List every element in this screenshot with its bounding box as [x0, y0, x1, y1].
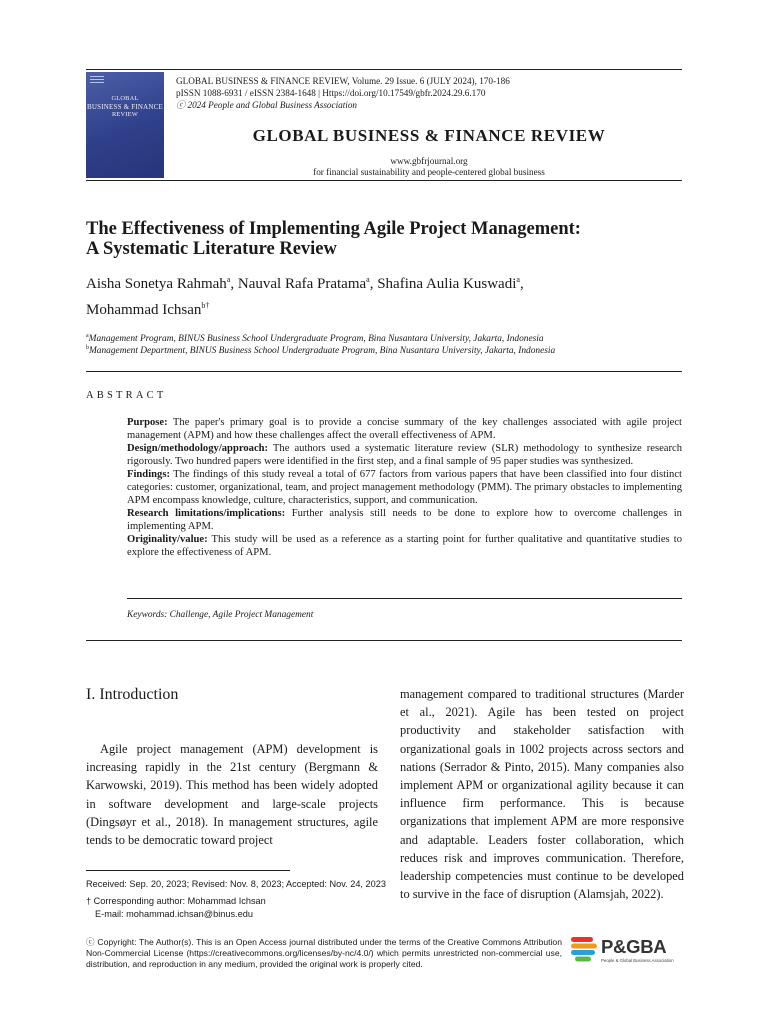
abstract-text: Further analysis still needs to be done to explore how to overcome challenges in implementing APM.	[127, 508, 682, 532]
abstract-label: Purpose:	[127, 417, 168, 428]
keywords-bottom-rule	[86, 640, 682, 641]
footnote-email[interactable]: E-mail: mohammad.ichsan@binus.edu	[95, 909, 253, 919]
cover-line-1: GLOBAL	[111, 95, 139, 102]
cover-line-2: BUSINESS & FINANCE	[87, 103, 163, 111]
paper-title-line-2: A Systematic Literature Review	[86, 239, 337, 259]
abstract-label: Research limitations/implications:	[127, 508, 286, 519]
cover-masthead-mark	[90, 76, 104, 86]
pgba-logo-name: P&GBA	[601, 936, 667, 957]
affiliation-a	[86, 333, 544, 344]
body-column-left	[86, 740, 378, 849]
footnote-corresponding: † Corresponding author: Mohammad Ichsan	[86, 896, 266, 906]
abstract-top-rule	[86, 371, 682, 372]
paper-title	[86, 219, 686, 259]
keywords: Keywords: Challenge, Agile Project Management	[127, 610, 314, 620]
body-paragraph: management compared to traditional structures (Marder et al., 2021). Agile has been tested on project productivity and stakeholder satisfaction with organizational goals in 1002 projects across sectors and nations (Serrador & Pinto, 2015). Many companies also implement APM or organizational agility because it can influence firm performance. This is because organizations that implement APM are more responsive and adaptable. Leaders foster collaboration, which reduces risk and improves communication. Therefore, leadership competencies must continue to be developed to survive in the face of disruption (Alamsjah, 2022).	[400, 687, 684, 902]
license-notice: ⓒ Copyright: The Author(s). This is an Open Access journal distributed under the terms of the Creative Commons Attribution Non-Commercial License (https://creativecommons.org/licenses/by-nc/4.0/) which permits unrestricted non-commercial use, distribution, and reproduction in any medium, provided the original work is properly cited.	[86, 937, 562, 969]
affiliation-text: Management Program, BINUS Business School Undergraduate Program, Bina Nusantara University, Jakarta, Indonesia	[88, 334, 544, 345]
author-affil-mark: b†	[201, 301, 210, 310]
affiliation-mark: a	[86, 333, 89, 339]
abstract-label: Findings:	[127, 469, 170, 480]
abstract-heading: ABSTRACT	[86, 390, 167, 401]
abstract-text: The paper's primary goal is to provide a concise summary of the key challenges associated with agile project management (APM) and how these challenges affect the overall effectiveness of APM.	[127, 417, 682, 441]
footnote-rule	[86, 870, 290, 871]
keywords-top-rule	[127, 598, 682, 599]
body-column-right	[400, 685, 684, 903]
abstract-text: The findings of this study reveal a total of 677 factors from various papers that have been classified into four distinct categories: customer, organizational, team, and project management methodology (PMM). The primary obstacles to implementing APM encompass knowledge, culture, characteristics, support, and communication.	[127, 469, 682, 506]
affiliation-b	[86, 345, 555, 356]
author-affil-mark: a	[366, 275, 370, 284]
author-separator: ,	[369, 276, 378, 292]
abstract-body	[127, 416, 682, 559]
author-name: Aisha Sonetya Rahmah	[86, 276, 227, 292]
cover-line-3: REVIEW	[111, 111, 139, 118]
pgba-logo-icon	[568, 934, 600, 966]
footnote-received: Received: Sep. 20, 2023; Revised: Nov. 8, 2023; Accepted: Nov. 24, 2023	[86, 879, 386, 889]
header-bottom-rule	[86, 180, 682, 181]
abstract-design	[127, 442, 682, 468]
section-heading-introduction: I. Introduction	[86, 686, 179, 703]
journal-website[interactable]: www.gbfrjournal.org	[390, 156, 468, 166]
author-name: Shafina Aulia Kuswadi	[377, 276, 517, 292]
journal-title: GLOBAL BUSINESS & FINANCE REVIEW	[252, 126, 606, 145]
body-paragraph: Agile project management (APM) development is increasing rapidly in the 21st century (Bergmann & Karwowski, 2019). This method has been widely adopted in software development and large-scale projects (Dingsøyr et al., 2018). In management structures, agile tends to be democratic toward project	[86, 742, 378, 848]
author-name: Mohammad Ichsan	[86, 302, 202, 318]
author-separator: ,	[230, 276, 238, 292]
journal-citation: GLOBAL BUSINESS & FINANCE REVIEW, Volume. 29 Issue. 6 (JULY 2024), 170-186	[176, 76, 510, 86]
pgba-logo	[568, 934, 686, 968]
journal-issn-doi: pISSN 1088-6931 / eISSN 2384-1648 | Https://doi.org/10.17549/gbfr.2024.29.6.170	[176, 88, 486, 98]
journal-tagline: for financial sustainability and people-centered global business	[313, 167, 545, 177]
header-top-rule	[86, 69, 682, 70]
abstract-originality	[127, 533, 682, 559]
abstract-text: The authors used a systematic literature review (SLR) methodology to synthesize research rigorously. Two hundred papers were identified in the first step, and a final sample of 95 paper studies was synthesized.	[127, 443, 682, 467]
abstract-text: This study will be used as a reference as a starting point for further qualitative and quantitative studies to explore the effectiveness of APM.	[127, 534, 682, 558]
author-separator: ,	[519, 276, 524, 292]
author-name: Nauval Rafa Pratama	[237, 276, 367, 292]
journal-copyright: ⓒ 2024 People and Global Business Association	[176, 100, 358, 110]
affiliation-text: Management Department, BINUS Business School Undergraduate Program, Bina Nusantara University, Jakarta, Indonesia	[89, 346, 556, 357]
affiliation-mark: b	[86, 345, 89, 351]
paper-title-line-1: The Effectiveness of Implementing Agile Project Management:	[86, 219, 581, 239]
author-line-2	[86, 301, 209, 319]
abstract-label: Design/methodology/approach:	[127, 443, 269, 454]
abstract-purpose	[127, 416, 682, 442]
author-affil-mark: a	[226, 275, 231, 284]
abstract-findings	[127, 468, 682, 507]
abstract-limitations	[127, 507, 682, 533]
pgba-logo-subtitle: People & Global Business Association	[601, 958, 674, 963]
author-line-1	[86, 275, 524, 293]
journal-cover-thumbnail	[86, 72, 164, 178]
author-affil-mark: a	[516, 275, 520, 284]
abstract-label: Originality/value:	[127, 534, 208, 545]
